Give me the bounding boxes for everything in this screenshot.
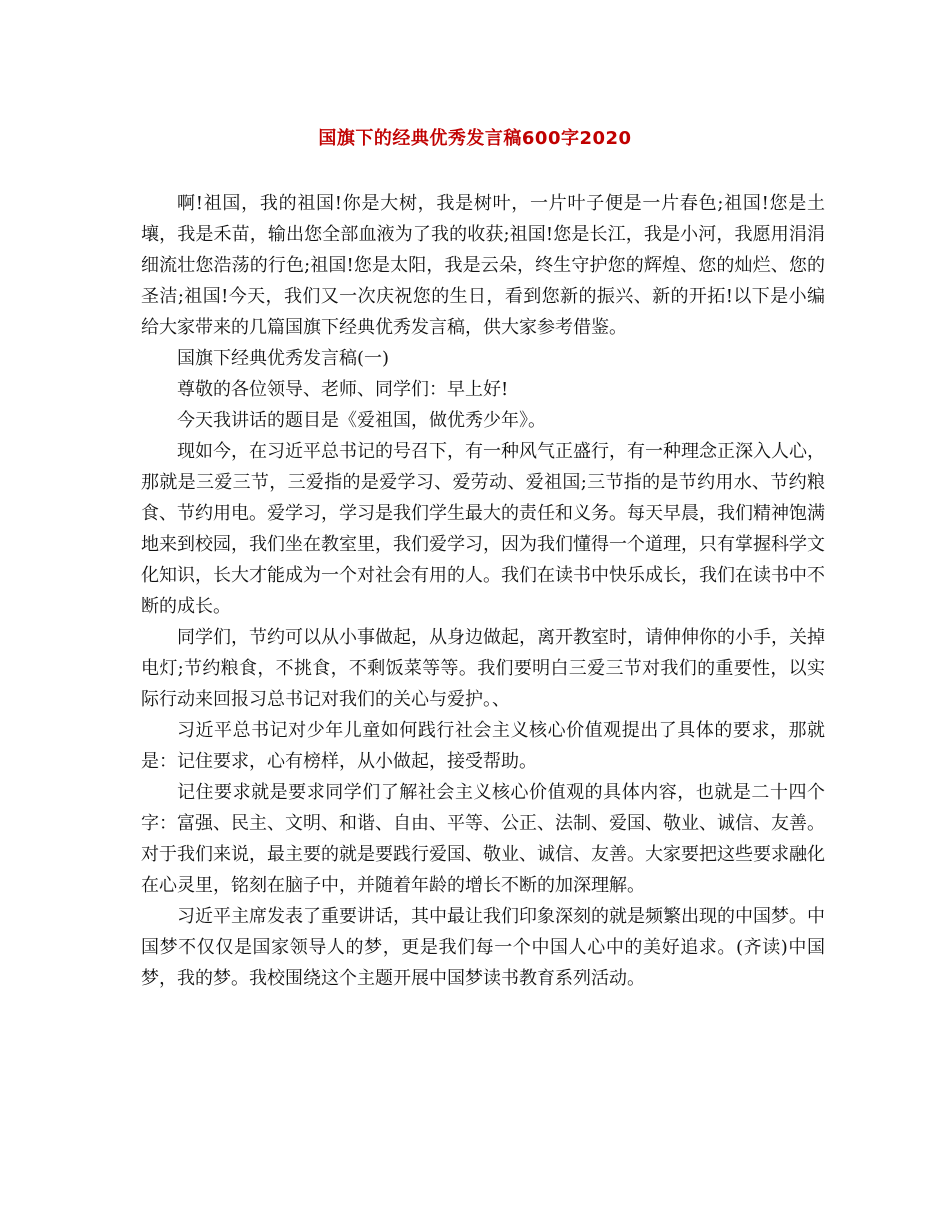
- document-body: [141, 188, 825, 994]
- paragraph-core-values: 记住要求就是要求同学们了解社会主义核心价值观的具体内容，也就是二十四个字：富强、民主、文明、和谐、自由、平等、公正、法制、爱国、敬业、诚信、友善。对于我们来说，最主要的就是要践行爱国、敬业、诚信、友善。大家要把这些要求融化在心灵里，铭刻在脑子中，并随着年龄的增长不断的加深理解。: [141, 782, 825, 896]
- paragraph-section-heading: 国旗下经典优秀发言稿(一): [177, 348, 390, 369]
- paragraph-topic: 今天我讲话的题目是《爱祖国，做优秀少年》。: [177, 410, 546, 431]
- paragraph-chinese-dream: 习近平主席发表了重要讲话，其中最让我们印象深刻的就是频繁出现的中国梦。中国梦不仅仅是国家领导人的梦，更是我们每一个中国人心中的美好追求。(齐读)中国梦，我的梦。我校围绕这个主题开展中国梦读书教育系列活动。: [141, 906, 825, 989]
- paragraph-requirements: 习近平总书记对少年儿童如何践行社会主义核心价值观提出了具体的要求，那就是：记住要求，心有榜样，从小做起，接受帮助。: [141, 720, 825, 772]
- paragraph-intro: 啊!祖国，我的祖国!你是大树，我是树叶，一片叶子便是一片春色;祖国!您是土壤，我是禾苗，输出您全部血液为了我的收获;祖国!您是长江，我是小河，我愿用涓涓细流壮您浩荡的行色;祖国!您是太阳，我是云朵，终生守护您的辉煌、您的灿烂、您的圣洁;祖国!今天，我们又一次庆祝您的生日，看到您新的振兴、新的开拓!以下是小编给大家带来的几篇国旗下经典优秀发言稿，供大家参考借鉴。: [141, 193, 825, 338]
- paragraph-three-loves: 现如今，在习近平总书记的号召下，有一种风气正盛行，有一种理念正深入人心，那就是三爱三节，三爱指的是爱学习、爱劳动、爱祖国;三节指的是节约用水、节约粮食、节约用电。爱学习，学习是我们学生最大的责任和义务。每天早晨，我们精神饱满地来到校园，我们坐在教室里，我们爱学习，因为我们懂得一个道理，只有掌握科学文化知识，长大才能成为一个对社会有用的人。我们在读书中快乐成长，我们在读书中不断的成长。: [141, 441, 825, 617]
- paragraph-greeting: 尊敬的各位领导、老师、同学们：早上好!: [177, 379, 509, 400]
- document-title: 国旗下的经典优秀发言稿600字2020: [318, 128, 632, 149]
- paragraph-saving: 同学们，节约可以从小事做起，从身边做起，离开教室时，请伸伸你的小手，关掉电灯;节约粮食，不挑食，不剩饭菜等等。我们要明白三爱三节对我们的重要性，以实际行动来回报习总书记对我们的关心与爱护。、: [141, 627, 825, 710]
